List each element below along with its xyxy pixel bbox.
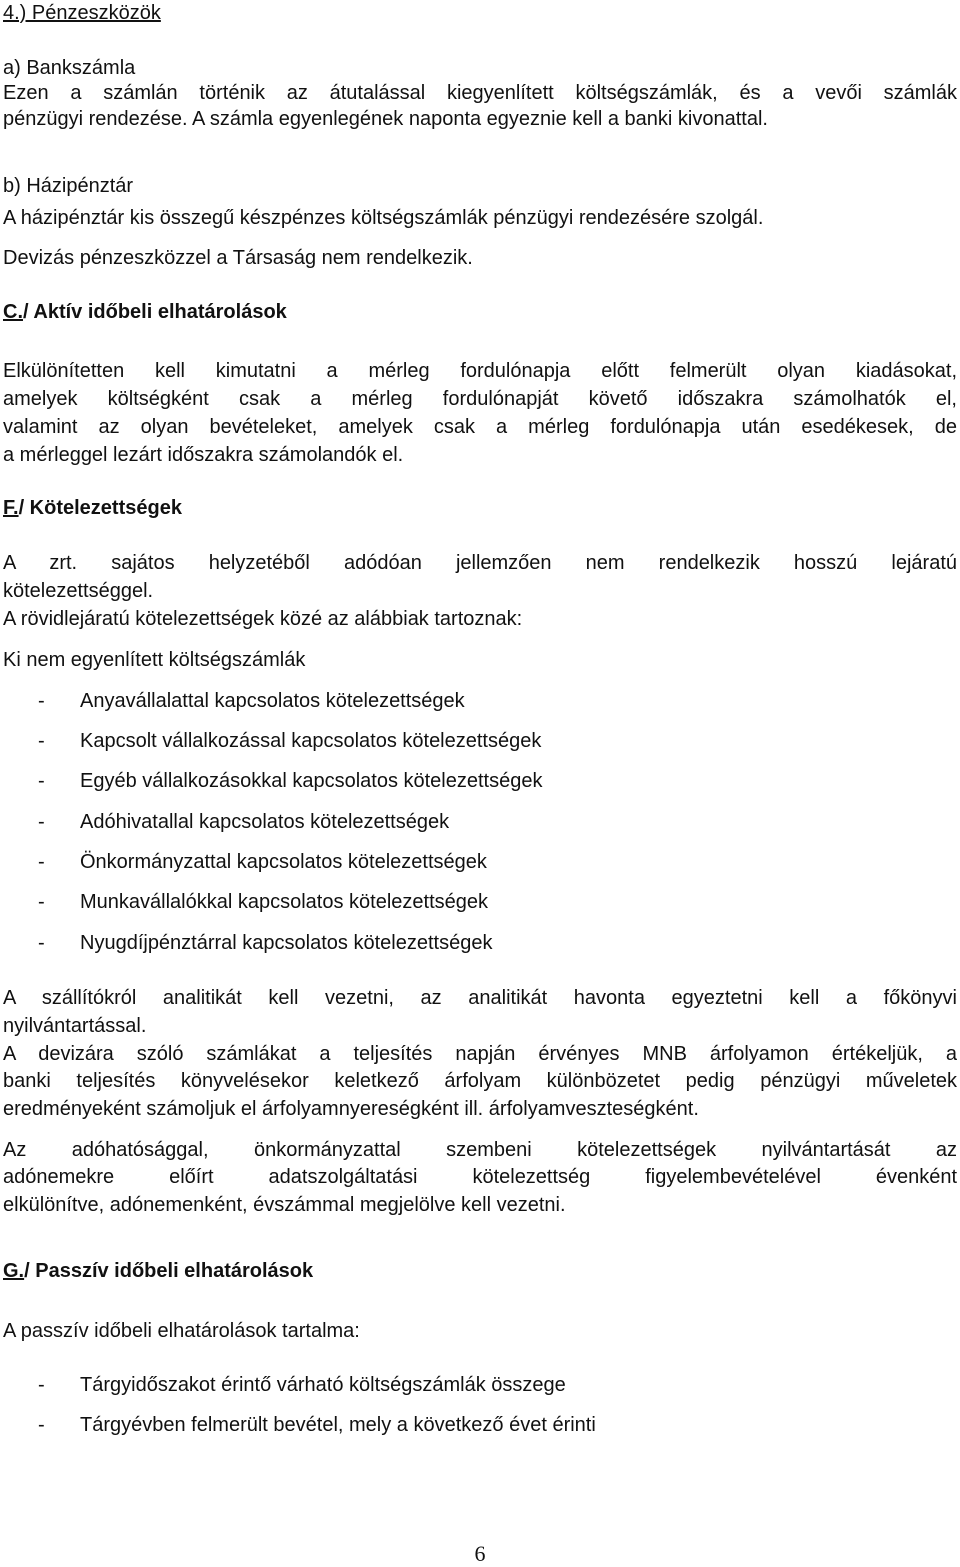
section-c-title: / Aktív időbeli elhatárolások: [23, 301, 287, 323]
section-c-text-line: a mérleggel lezárt időszakra számolandók el.: [3, 444, 404, 466]
list-item-text: Egyéb vállalkozásokkal kapcsolatos kötelezettségek: [80, 770, 543, 792]
section-f-text-line: nyilvántartással.: [3, 1015, 147, 1037]
page-number: 6: [474, 1541, 486, 1566]
section-f-text-line: Az adóhatósággal, önkormányzattal szembeni kötelezettségek nyilvántartását az: [3, 1139, 957, 1161]
list-item-text: Tárgyévben felmerült bevétel, mely a következő évet érinti: [80, 1414, 596, 1436]
section-g-heading: [3, 1258, 957, 1284]
section-c-text-line: Elkülönítetten kell kimutatni a mérleg fordulónapja előtt felmerült olyan kiadásokat,: [3, 360, 957, 382]
bank-account-text-line: pénzügyi rendezése. A számla egyenlegének naponta egyeznie kell a banki kivonattal.: [3, 108, 768, 130]
list-dash: -: [38, 690, 45, 712]
list-item-text: Önkormányzattal kapcsolatos kötelezettségek: [80, 851, 487, 873]
section-c-text-line: valamint az olyan bevételeket, amelyek csak a mérleg fordulónapja után esedékesek, de: [3, 416, 957, 438]
list-dash: -: [38, 851, 45, 873]
bank-account-text-line: Ezen a számlán történik az átutalással kiegyenlített költségszámlák, és a vevői számlák: [3, 82, 957, 104]
section-4-title: 4.) Pénzeszközök: [3, 2, 161, 24]
section-g-prefix: G.: [3, 1260, 25, 1282]
section-f-text-line: kötelezettséggel.: [3, 580, 154, 602]
section-g-intro: A passzív időbeli elhatárolások tartalma:: [3, 1320, 360, 1342]
section-f-title: / Kötelezettségek: [18, 497, 182, 519]
section-f-text-line: Ki nem egyenlített költségszámlák: [3, 649, 306, 671]
section-f-text-line: A devizára szóló számlákat a teljesítés napján érvényes MNB árfolyamon értékeljük, a: [3, 1043, 957, 1065]
list-dash: -: [38, 770, 45, 792]
list-dash: -: [38, 730, 45, 752]
bank-account-heading: a) Bankszámla: [3, 57, 136, 79]
list-item-text: Kapcsolt vállalkozással kapcsolatos kötelezettségek: [80, 730, 542, 752]
section-c-heading: [3, 299, 957, 325]
section-c-prefix: C.: [3, 301, 23, 323]
cash-desk-text-line: Devizás pénzeszközzel a Társaság nem rendelkezik.: [3, 247, 473, 269]
list-item-text: Munkavállalókkal kapcsolatos kötelezettségek: [80, 891, 488, 913]
list-item-text: Nyugdíjpénztárral kapcsolatos kötelezettségek: [80, 932, 493, 954]
list-dash: -: [38, 1374, 45, 1396]
section-f-heading: [3, 495, 957, 521]
section-f-text-line: banki teljesítés könyvelésekor keletkező árfolyam különbözetet pedig pénzügyi műveletek: [3, 1070, 957, 1092]
section-c-text-line: amelyek költségként csak a mérleg fordulónapját követő időszakra számolhatók el,: [3, 388, 957, 410]
section-f-text-line: A zrt. sajátos helyzetéből adódóan jellemzően nem rendelkezik hosszú lejáratú: [3, 552, 957, 574]
section-g-title: / Passzív időbeli elhatárolások: [24, 1260, 314, 1282]
section-f-prefix: F.: [3, 497, 19, 519]
section-f-text-line: adónemekre előírt adatszolgáltatási kötelezettség figyelembevételével évenként: [3, 1166, 957, 1188]
list-item-text: Anyavállalattal kapcsolatos kötelezettségek: [80, 690, 465, 712]
section-f-text-line: eredményeként számoljuk el árfolyamnyereségként ill. árfolyamveszteségként.: [3, 1098, 699, 1120]
section-f-text-line: elkülönítve, adónemenként, évszámmal megjelölve kell vezetni.: [3, 1194, 566, 1216]
list-dash: -: [38, 811, 45, 833]
list-item-text: Tárgyidőszakot érintő várható költségszámlák összege: [80, 1374, 566, 1396]
section-f-text-line: A rövidlejáratú kötelezettségek közé az alábbiak tartoznak:: [3, 608, 523, 630]
list-dash: -: [38, 932, 45, 954]
cash-desk-heading: b) Házipénztár: [3, 175, 134, 197]
section-f-text-line: A szállítókról analitikát kell vezetni, az analitikát havonta egyeztetni kell a főkönyvi: [3, 987, 957, 1009]
list-dash: -: [38, 1414, 45, 1436]
list-item-text: Adóhivatallal kapcsolatos kötelezettségek: [80, 811, 450, 833]
cash-desk-text-line: A házipénztár kis összegű készpénzes költségszámlák pénzügyi rendezésére szolgál.: [3, 207, 764, 229]
list-dash: -: [38, 891, 45, 913]
